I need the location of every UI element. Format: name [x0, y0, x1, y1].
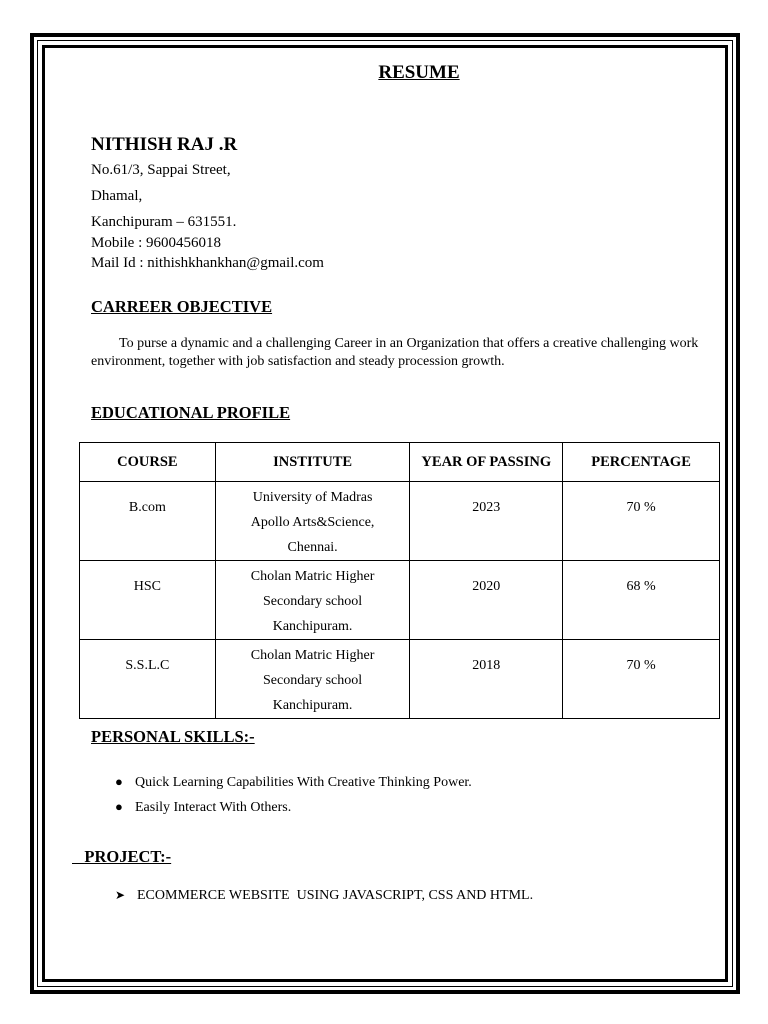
table-row	[80, 561, 720, 640]
course-cell: S.S.L.C	[80, 640, 216, 719]
course-cell: B.com	[80, 482, 216, 561]
institute-line: Kanchipuram.	[272, 698, 353, 713]
column-header: COURSE	[80, 443, 216, 482]
skill-text: Easily Interact With Others.	[135, 800, 292, 815]
percentage-cell: 70 %	[563, 640, 720, 719]
institute-line: Apollo Arts&Science,	[250, 515, 375, 530]
table-row	[80, 482, 720, 561]
institute-line: Secondary school	[263, 673, 363, 688]
year-cell: 2018	[410, 640, 563, 719]
skill-item	[115, 799, 291, 816]
table-row	[80, 640, 720, 719]
percentage-cell: 68 %	[563, 561, 720, 640]
course-cell: HSC	[80, 561, 216, 640]
institute-line: University of Madras	[252, 490, 373, 505]
project-heading-text: PROJECT:-	[84, 847, 172, 866]
email-address: Mail Id : nithishkhankhan@gmail.com	[91, 255, 324, 271]
objective-heading: CARREER OBJECTIVE	[91, 297, 273, 316]
address-line-2: Dhamal,	[91, 188, 143, 204]
skills-heading: PERSONAL SKILLS:-	[91, 727, 255, 746]
column-header: YEAR OF PASSING	[410, 443, 563, 482]
education-table	[79, 442, 720, 719]
skill-item	[115, 774, 472, 791]
address-line-1: No.61/3, Sappai Street,	[91, 162, 231, 178]
bullet-icon: ●	[115, 799, 123, 814]
mobile-number: Mobile : 9600456018	[91, 235, 221, 251]
institute-cell	[215, 482, 410, 561]
institute-line: Cholan Matric Higher	[250, 569, 375, 584]
institute-cell	[215, 561, 410, 640]
column-header: PERCENTAGE	[563, 443, 720, 482]
institute-line: Chennai.	[287, 540, 338, 555]
skill-text: Quick Learning Capabilities With Creative Thinking Power.	[135, 775, 472, 790]
project-text: ECOMMERCE WEBSITE USING JAVASCRIPT, CSS AND HTML.	[137, 888, 534, 903]
education-heading: EDUCATIONAL PROFILE	[91, 403, 291, 422]
year-cell: 2023	[410, 482, 563, 561]
institute-line: Cholan Matric Higher	[250, 648, 375, 663]
project-heading	[72, 847, 171, 867]
document-title: RESUME	[378, 62, 460, 83]
objective-text: To purse a dynamic and a challenging Career in an Organization that offers a creative challenging work environment, together with job satisfaction and steady procession growth.	[91, 336, 699, 369]
percentage-cell: 70 %	[563, 482, 720, 561]
institute-line: Secondary school	[263, 594, 363, 609]
arrow-bullet-icon: ➤	[115, 888, 126, 902]
candidate-name: NITHISH RAJ .R	[91, 134, 238, 155]
column-header: INSTITUTE	[215, 443, 410, 482]
bullet-icon: ●	[115, 774, 123, 789]
project-item	[115, 888, 533, 904]
year-cell: 2020	[410, 561, 563, 640]
address-line-3: Kanchipuram – 631551.	[91, 214, 237, 230]
institute-line: Kanchipuram.	[272, 619, 353, 634]
table-header-row	[80, 443, 720, 482]
institute-cell	[215, 640, 410, 719]
